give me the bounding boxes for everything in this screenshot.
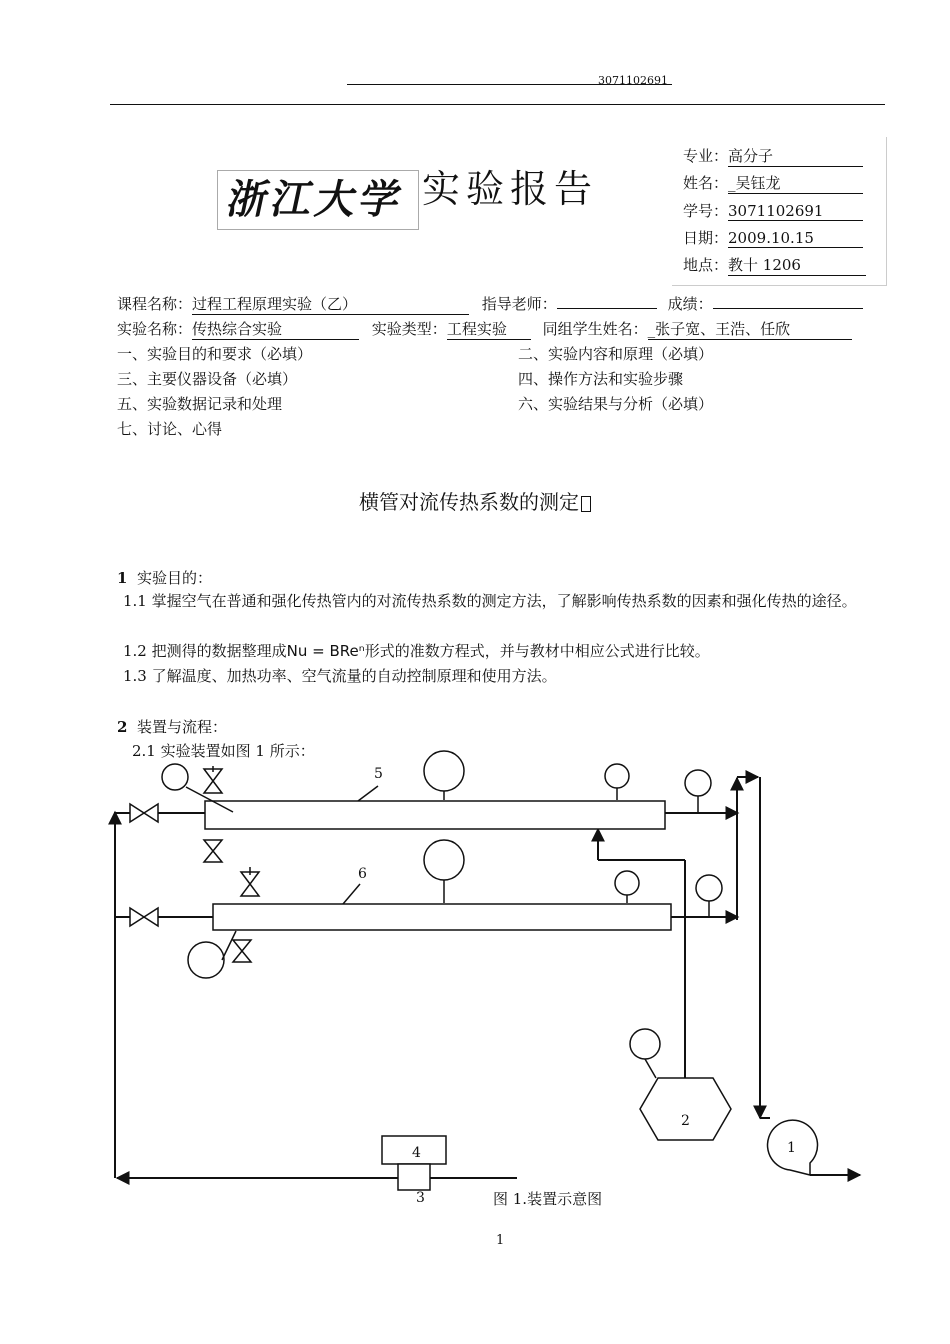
objective-1-3: 1.3 了解温度、加热功率、空气流量的自动控制原理和使用方法。: [123, 667, 557, 685]
label-5: 5: [374, 766, 383, 782]
label-3: 3: [416, 1190, 425, 1206]
experiment-name-field: 传热综合实验: [192, 318, 359, 340]
outline-item-6: 六、实验结果与分析（必填）: [518, 395, 714, 413]
label-4: 4: [412, 1145, 421, 1161]
apparatus-heading: 2 装置与流程：: [117, 718, 227, 736]
experiment-row: 实验名称：传热综合实验 实验类型：工程实验 同组学生姓名：_张子宽、王浩、任欣: [117, 318, 852, 340]
objective-heading: 1 实验目的：: [117, 569, 212, 587]
objective-1-1: 1.1 掌握空气在普通和强化传热管内的对流传热系数的测定方法，了解影响传热系数的因素和强化传热的途径。: [123, 592, 857, 610]
outline-item-2: 二、实验内容和原理（必填）: [518, 345, 714, 363]
outline-item-7: 七、讨论、心得: [117, 420, 223, 438]
experiment-type-field: 工程实验: [447, 318, 531, 340]
course-name-field: 过程工程原理实验（乙）: [192, 293, 469, 315]
document-number: 3071102691: [598, 74, 668, 87]
apparatus-2-1: 2.1 实验装置如图 1 所示：: [132, 742, 315, 760]
info-student-id: 学号：3071102691: [683, 200, 863, 221]
info-major: 专业：高分子: [683, 145, 863, 167]
section-title: 横管对流传热系数的测定: [0, 486, 950, 515]
report-title: 实验报告: [422, 167, 599, 211]
info-name: 姓名：_吴钰龙: [683, 172, 863, 194]
outline-item-3: 三、主要仪器设备（必填）: [117, 370, 298, 388]
label-2: 2: [681, 1113, 690, 1129]
info-location: 地点：教十 1206: [683, 254, 866, 276]
objective-1-2: 1.2 把测得的数据整理成Nu = BReⁿ形式的准数方程式，并与教材中相应公式进行比较。: [123, 642, 710, 660]
university-logo: 浙江大学: [217, 170, 419, 230]
group-members-field: _张子宽、王浩、任欣: [648, 318, 852, 340]
figure-caption: 图 1.装置示意图: [493, 1190, 603, 1208]
outline-item-4: 四、操作方法和实验步骤: [518, 370, 684, 388]
label-1: 1: [787, 1140, 796, 1156]
outline-item-5: 五、实验数据记录和处理: [117, 395, 283, 413]
info-date: 日期：2009.10.15: [683, 227, 863, 248]
page-number: 1: [496, 1233, 505, 1248]
label-6: 6: [358, 866, 367, 882]
course-row: 课程名称：过程工程原理实验（乙） 指导老师： 成绩：: [117, 293, 863, 315]
outline-item-1: 一、实验目的和要求（必填）: [117, 345, 313, 363]
